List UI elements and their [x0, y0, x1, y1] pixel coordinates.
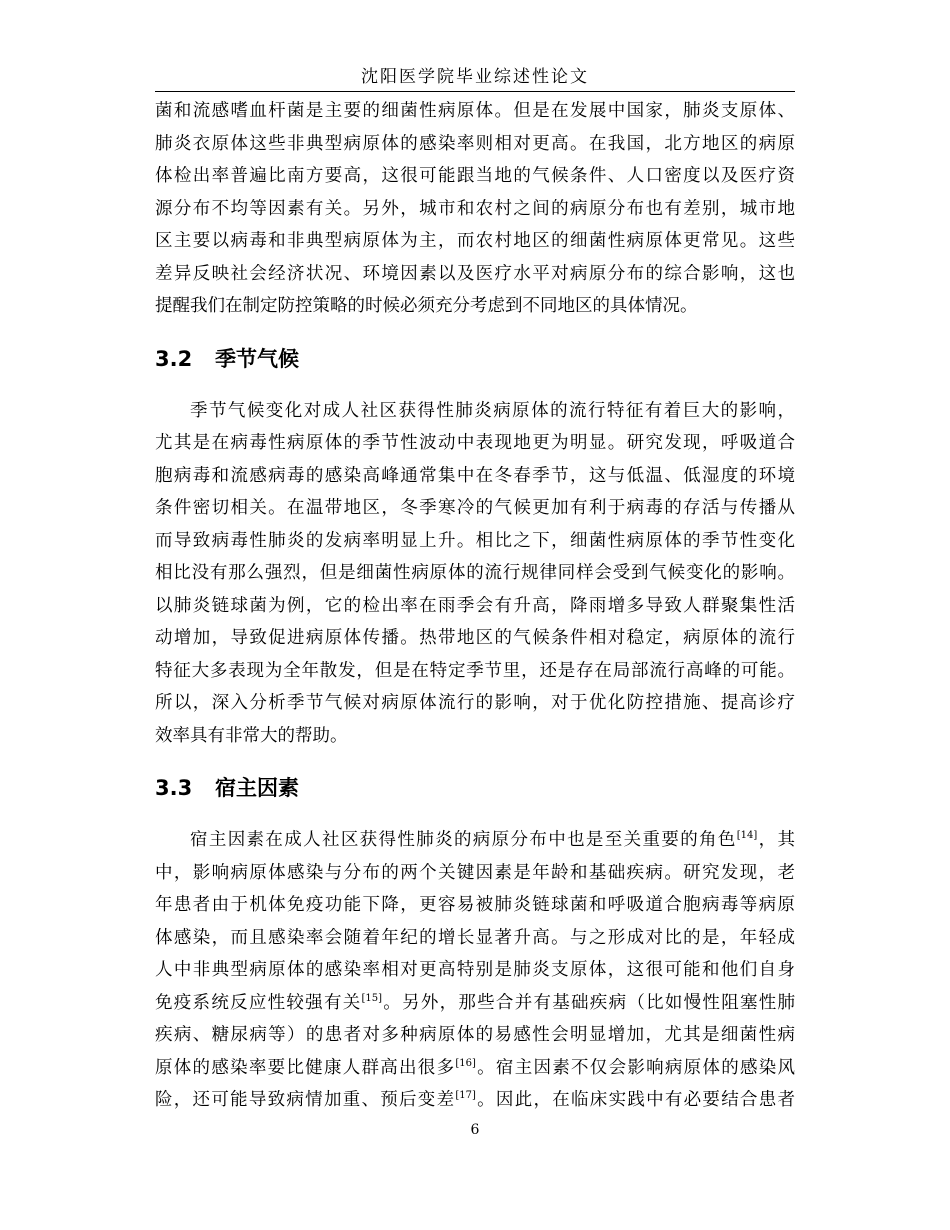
citation: [17] — [455, 1090, 476, 1102]
text-line: 动增加，导致促进病原体传播。热带地区的气候条件相对稳定，病原体的流行 — [155, 628, 795, 648]
text-line: 菌和流感嗜血杆菌是主要的细菌性病原体。但是在发展中国家，肺炎支原体、 — [155, 101, 795, 121]
text-fragment: 原体的感染率要比健康人群高出很多 — [155, 1057, 456, 1078]
text-line: 人中非典型病原体的感染率相对更高特别是肺炎支原体，这很可能和他们自身 — [155, 960, 795, 980]
text-line: 特征大多表现为全年散发，但是在特定季节里，还是存在局部流行高峰的可能。 — [155, 660, 795, 681]
text-line: 胞病毒和流感病毒的感染高峰通常集中在冬春季节，这与低温、低湿度的环境 — [155, 465, 795, 486]
section-heading-3-3 — [155, 752, 795, 824]
text-line: 体感染，而且感染率会随着年纪的增长显著升高。与之形成对比的是，年轻成 — [155, 927, 795, 948]
text-line — [155, 824, 795, 857]
citation: [15] — [361, 992, 383, 1004]
text-line: 效率具有非常大的帮助。 — [155, 725, 348, 746]
page-number: 6 — [470, 1122, 480, 1138]
text-line: 以肺炎链球菌为例，它的检出率在雨季会有升高，降雨增多导致人群聚集性活 — [155, 595, 795, 616]
text-line: 所以，深入分析季节气候对病原体流行的影响，对于优化防控措施、提高诊疗 — [155, 693, 795, 713]
text-fragment: 险，还可能导致病情加重、预后变差 — [155, 1090, 456, 1110]
text-fragment: 。因此，在临床实践中有必要结合患者 — [475, 1090, 796, 1110]
text-fragment: 免疫系统反应性较强有关 — [155, 992, 362, 1013]
text-line: 差异反映社会经济状况、环境因素以及医疗水平对病原分布的综合影响，这也 — [155, 263, 795, 284]
section-title: 宿主因素 — [215, 776, 299, 800]
citation: [16] — [455, 1057, 476, 1069]
running-header: 沈阳医学院毕业综述性论文 — [361, 67, 589, 87]
text-fragment: 。另外，那些合并有基础疾病（比如慢性阻塞性肺 — [382, 992, 796, 1013]
text-line: 而导致病毒性肺炎的发病率明显上升。相比之下，细菌性病原体的季节性变化 — [155, 530, 795, 551]
text-line — [155, 1052, 795, 1085]
text-line: 尤其是在病毒性病原体的季节性波动中表现地更为明显。研究发现，呼吸道合 — [155, 433, 795, 453]
section-heading-3-2 — [155, 323, 795, 395]
page-body — [155, 95, 795, 1117]
text-line — [155, 1084, 795, 1117]
text-line: 体检出率普遍比南方要高，这很可能跟当地的气候条件、人口密度以及医疗资 — [155, 166, 795, 186]
text-line: 源分布不均等因素有关。另外，城市和农村之间的病原分布也有差别，城市地 — [155, 198, 795, 219]
text-fragment: 宿主因素在成人社区获得性肺炎的病原分布中也是至关重要的角色 — [190, 830, 737, 850]
text-fragment: 。宿主因素不仅会影响病原体的感染风 — [475, 1057, 796, 1078]
text-fragment: ，其 — [757, 830, 796, 850]
text-line: 提醒我们在制定防控策略的时候必须充分考虑到不同地区的具体情况。 — [155, 296, 698, 316]
paragraph-continued — [155, 95, 795, 323]
citation: [14] — [736, 830, 758, 842]
text-line: 肺炎衣原体这些非典型病原体的感染率则相对更高。在我国，北方地区的病原 — [155, 133, 795, 154]
paragraph-host-factors — [155, 824, 795, 1117]
text-line: 季节气候变化对成人社区获得性肺炎病原体的流行特征有着巨大的影响， — [190, 400, 795, 421]
header-rule — [155, 91, 795, 92]
section-number: 3.3 — [155, 776, 193, 800]
section-title: 季节气候 — [215, 346, 299, 371]
text-line: 疾病、糖尿病等）的患者对多种病原体的易感性会明显增加，尤其是细菌性病 — [155, 1025, 795, 1045]
text-line: 年患者由于机体免疫功能下降，更容易被肺炎链球菌和呼吸道合胞病毒等病原 — [155, 895, 795, 915]
text-line: 条件密切相关。在温带地区，冬季寒冷的气候更加有利于病毒的存活与传播从 — [155, 498, 795, 518]
text-line: 中，影响病原体感染与分布的两个关键因素是年龄和基础疾病。研究发现，老 — [155, 862, 795, 883]
section-number: 3.2 — [155, 346, 193, 371]
text-line: 区主要以病毒和非典型病原体为主，而农村地区的细菌性病原体更常见。这些 — [155, 231, 795, 251]
paragraph-seasonal-climate — [155, 395, 795, 753]
text-line — [155, 987, 795, 1020]
text-line: 相比没有那么强烈，但是细菌性病原体的流行规律同样会受到气候变化的影响。 — [155, 563, 795, 583]
